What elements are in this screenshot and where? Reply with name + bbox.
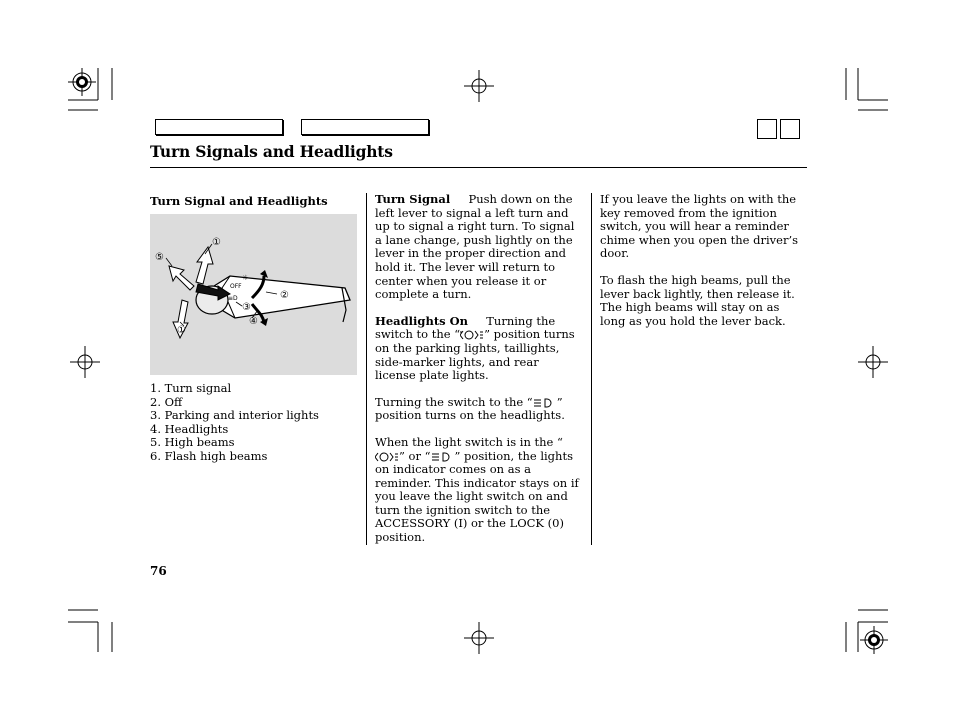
column-three — [600, 193, 806, 328]
figure-legend — [150, 382, 319, 464]
lever-illustration — [150, 214, 357, 375]
next-page-button[interactable] — [780, 119, 800, 139]
legend-item: 2. Off — [150, 394, 183, 409]
crop-mark-icon — [68, 610, 112, 652]
figure-caption: Turn Signal and Headlights — [150, 194, 328, 208]
registration-mark-icon — [860, 626, 888, 654]
callout-1-bottom: ① — [177, 325, 186, 336]
lever-diagram — [150, 214, 357, 375]
headlights-on-heading: Headlights On — [375, 313, 468, 328]
reminder-chime-paragraph: If you leave the lights on with the key removed from the ignition switch, you will hear a reminder chime when you open the driver’s door. — [600, 192, 799, 261]
nav-button-index[interactable] — [301, 119, 429, 135]
page-number: 76 — [150, 564, 167, 578]
svg-text:≡D: ≡D — [228, 295, 238, 302]
parking-lights-icon — [460, 330, 484, 340]
callout-3: ③ — [242, 302, 251, 313]
headlight-icon — [533, 398, 557, 408]
turn-signal-heading: Turn Signal — [375, 192, 451, 206]
legend-item: 4. Headlights — [150, 421, 229, 436]
callout-1: ① — [212, 237, 221, 248]
crosshair-icon — [858, 346, 888, 378]
crosshair-icon — [464, 70, 494, 102]
svg-text:☼: ☼ — [242, 274, 249, 282]
headlight-icon — [431, 452, 455, 462]
headlights-on-paragraph: Headlights On Turning the switch to the “ ” position turns on the parking lights, taillights, side-marker lights, and rear license plate lights. — [375, 313, 575, 383]
column-divider — [366, 193, 367, 545]
callout-2: ② — [280, 290, 289, 301]
crosshair-icon — [464, 622, 494, 654]
legend-item: 6. Flash high beams — [150, 448, 268, 463]
legend-item: 3. Parking and interior lights — [150, 408, 319, 423]
crosshair-icon — [70, 346, 100, 378]
callout-4: ④ — [249, 316, 258, 327]
off-label: OFF — [230, 283, 242, 290]
turn-signal-paragraph — [375, 193, 581, 302]
column-two — [375, 193, 581, 545]
nav-button-main-menu[interactable] — [155, 119, 283, 135]
registration-mark-icon — [68, 68, 96, 96]
indicator-paragraph: When the light switch is in the “” or “ ” position, the lights on indicator comes on as a reminder. This indicator stays on if you leave the light switch on and turn the ignition switch to the ACCESSORY (I) or the LOCK (0) position. — [375, 434, 579, 545]
parking-lights-icon — [375, 452, 399, 462]
flash-high-beams-paragraph: To flash the high beams, pull the lever back lightly, then release it. The high beams will stay on as long as you hold the lever back. — [600, 272, 795, 328]
crop-mark-icon — [846, 68, 888, 110]
legend-item: 5. High beams — [150, 435, 235, 450]
turn-signal-text: Push down on the left lever to signal a left turn and up to signal a right turn. To signal a lane change, push lightly on the lever in the proper direction and hold it. The lever will return to center when you release it or complete a turn. — [375, 192, 575, 302]
page-title: Turn Signals and Headlights — [150, 142, 393, 161]
title-rule — [150, 167, 807, 168]
legend-item: 1. Turn signal — [150, 381, 232, 395]
crop-mark-icon — [68, 68, 112, 110]
callout-5: ⑤ — [155, 252, 164, 263]
column-divider — [591, 193, 592, 545]
headlights-paragraph: Turning the switch to the “ ” position turns on the headlights. — [375, 394, 565, 423]
previous-page-button[interactable] — [757, 119, 777, 139]
